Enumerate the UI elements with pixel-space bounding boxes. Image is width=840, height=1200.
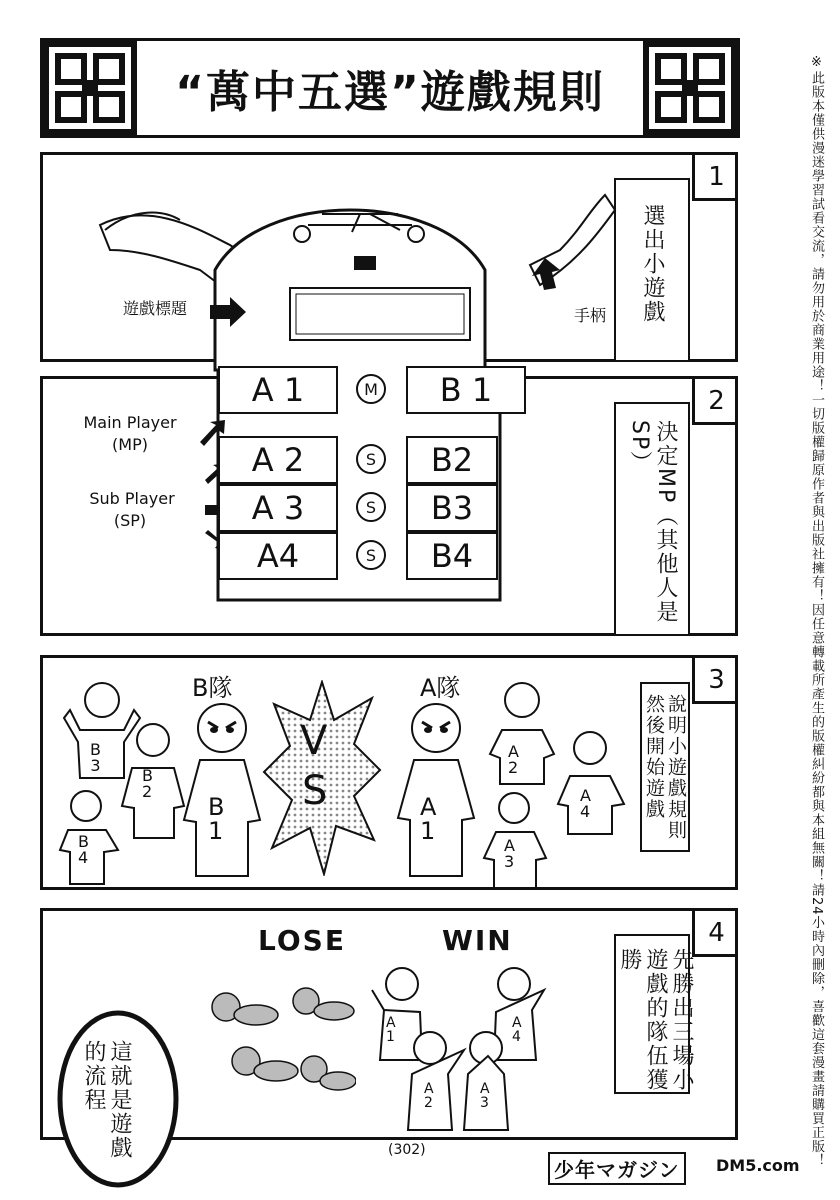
player-a1-label: A 1	[420, 793, 437, 845]
panel-1-step-box	[614, 178, 690, 362]
page-number: (302)	[388, 1142, 426, 1158]
winner-a3-label: A 3	[480, 1081, 490, 1111]
panel-3-step-text: 說明小遊戲規則然後開始遊戲	[643, 694, 687, 841]
player-a2-figure	[482, 680, 562, 790]
mark-main: M	[356, 374, 386, 404]
panel-3-step-box	[640, 682, 690, 852]
copyright-notice: ※此版本僅供漫迷學習試看交流，請勿用於商業用途！一切版權歸原作者與出版社擁有！因任意轉載所產生的版權糾紛都與本組無關！請24小時內刪除，喜歡這套漫畫請購買正版！	[809, 55, 824, 1168]
panel-2-number: 2	[692, 379, 738, 425]
game-machine-illustration	[60, 170, 620, 610]
mark-sub-3: S	[356, 492, 386, 522]
cell-b3: B3	[406, 484, 498, 532]
winner-a2-label: A 2	[424, 1081, 434, 1111]
vs-s: S	[302, 768, 328, 814]
player-b2-label: B 2	[142, 766, 153, 801]
mark-sub-4: S	[356, 540, 386, 570]
cell-a2: A 2	[218, 436, 338, 484]
player-a3-label: A 3	[504, 836, 515, 871]
left-ornament-icon	[42, 40, 138, 136]
winning-team-figures	[368, 960, 548, 1140]
panel-4-step-text: 先勝出三場小遊戲的隊伍獲勝	[617, 948, 694, 1092]
player-b1-figure	[178, 700, 264, 880]
winner-a1-label: A 1	[386, 1015, 396, 1045]
speech-bubble-text: 這就是遊戲的流程	[81, 1040, 132, 1160]
player-a4-figure	[552, 730, 632, 840]
panel-4-step-box	[614, 934, 694, 1094]
player-b3-label: B 3	[90, 740, 101, 775]
player-b1-label: B 1	[208, 793, 225, 845]
player-a1-figure	[390, 700, 480, 880]
player-b4-label: B 4	[78, 832, 89, 867]
label-sub-player-abbr: (SP)	[113, 511, 147, 530]
label-main-player-abbr: (MP)	[112, 435, 148, 454]
player-a2-label: A 2	[508, 742, 519, 777]
cell-a3: A 3	[218, 484, 338, 532]
mark-sub-2: S	[356, 444, 386, 474]
right-ornament-icon	[642, 40, 738, 136]
win-label: WIN	[442, 924, 513, 957]
player-b4-figure	[58, 790, 128, 890]
cell-a4: A4	[218, 532, 338, 580]
label-handle: 手柄	[573, 306, 606, 325]
cell-b4: B4	[406, 532, 498, 580]
label-sub-player: Sub Player	[89, 489, 175, 508]
cell-b1: B 1	[406, 366, 526, 414]
cell-b2: B2	[406, 436, 498, 484]
lose-label: LOSE	[258, 924, 346, 957]
panel-1-step-text: 選出小遊戲	[640, 204, 665, 324]
losing-team-figures	[196, 985, 356, 1105]
watermark-logo: DM5.com	[716, 1156, 800, 1175]
winner-a4-label: A 4	[512, 1015, 522, 1045]
page-title: “萬中五選”遊戲規則	[175, 67, 605, 118]
panel-2-step-box	[614, 402, 690, 636]
player-a3-figure	[480, 792, 560, 892]
label-game-title: 遊戲標題	[122, 299, 187, 318]
panel-4-number: 4	[692, 911, 738, 957]
cell-a1: A 1	[218, 366, 338, 414]
player-a4-label: A 4	[580, 786, 591, 821]
label-main-player: Main Player	[83, 413, 177, 432]
magazine-logo: 少年マガジン	[548, 1152, 686, 1185]
vs-v: V	[300, 718, 328, 764]
panel-2-step-text: 決定MP（其他人是SP）	[627, 420, 678, 625]
team-a-label: A隊	[420, 674, 461, 702]
panel-3-number: 3	[692, 658, 738, 704]
panel-1-number: 1	[692, 155, 738, 201]
team-b-label: B隊	[192, 674, 233, 702]
